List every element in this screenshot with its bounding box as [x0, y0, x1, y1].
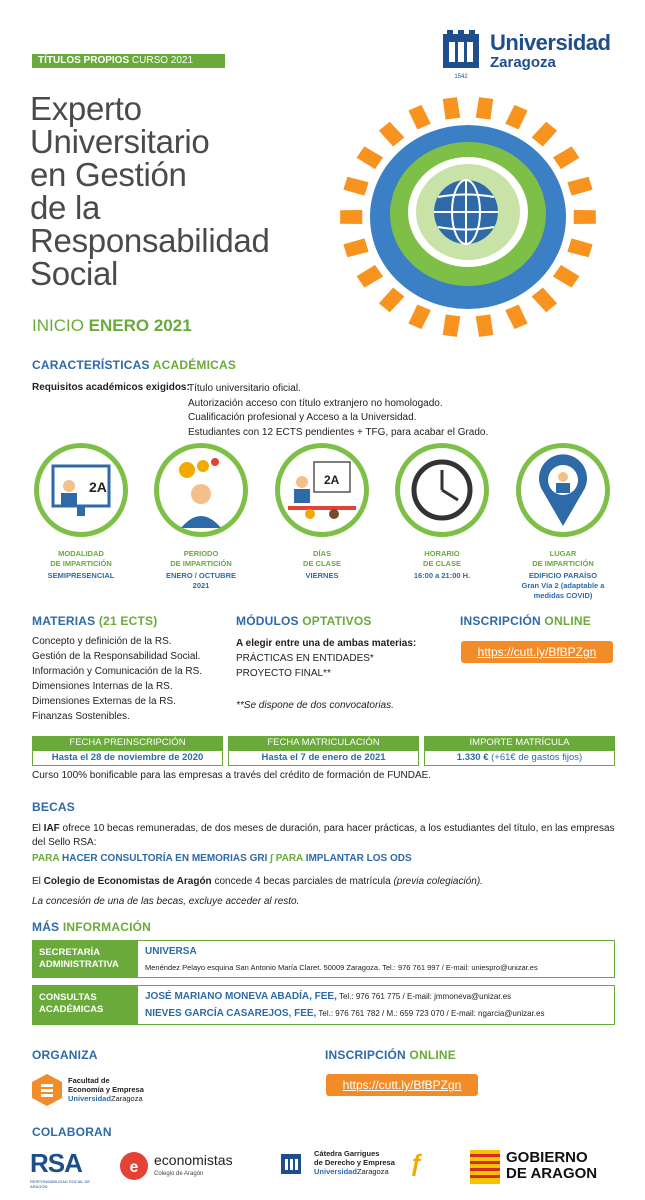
- garrigues-mark-icon: ƒ: [410, 1150, 424, 1177]
- requirement-item: Título universitario oficial.: [188, 383, 301, 394]
- page-title: [30, 92, 330, 290]
- university-logo: [441, 28, 621, 80]
- feature-value: ENERO / OCTUBRE 2021: [165, 571, 236, 590]
- periodo-circle: [154, 443, 248, 537]
- svg-text:1542: 1542: [454, 74, 468, 80]
- fee-preinscripcion: FECHA PREINSCRIPCIÓN Hasta el 28 de noviembre de 2020: [32, 736, 223, 766]
- sun-ray: [476, 314, 494, 336]
- registration-link-2[interactable]: https://cutt.ly/BfBPZgn: [326, 1074, 478, 1096]
- requirements-list: [188, 382, 488, 440]
- section-title-materias: MATERIAS (21 ECTS): [32, 614, 158, 628]
- materia-item: Finanzas Sostenibles.: [32, 711, 130, 722]
- sun-ray: [343, 238, 368, 257]
- title-line: Responsabilidad: [30, 222, 270, 259]
- modulo-item: PROYECTO FINAL**: [236, 668, 331, 679]
- section-title-mas-info: MÁS INFORMACIÓN: [32, 920, 152, 934]
- fee-importe: IMPORTE MATRÍCULA 1.330 € (+61€ de gastos fijos): [424, 736, 615, 766]
- sun-ray: [357, 146, 383, 169]
- sun-ray: [357, 265, 383, 288]
- materia-item: Gestión de la Responsabilidad Social.: [32, 651, 201, 662]
- catedra-logo: Cátedra Garrigues de Derecho y Empresa UniversidadZaragoza ƒ: [280, 1148, 460, 1188]
- registration-link[interactable]: https://cutt.ly/BfBPZgn: [461, 641, 613, 663]
- section-title-organiza: ORGANIZA: [32, 1048, 98, 1062]
- feature-label: PERIODO DE IMPARTICIÓN: [170, 549, 232, 568]
- section-title-colaboran: COLABORAN: [32, 1125, 112, 1139]
- faculty-logo: Facultad de Economía y Empresa UniversidadZaragoza: [32, 1072, 192, 1112]
- feature-value: VIERNES: [305, 571, 339, 580]
- sun-ray: [476, 97, 494, 119]
- university-city: Zaragoza: [490, 54, 556, 71]
- location-pin-icon: [521, 448, 605, 532]
- feature-value: 16:00 a 21:00 H.: [413, 571, 471, 580]
- sun-ray: [574, 210, 596, 224]
- becas-paragraph1: El IAF ofrece 10 becas remuneradas, de dos meses de duración, para hacer prácticas, a los estudiantes del título, en las empresas del Sello RSA:: [32, 823, 615, 848]
- title-line: Experto: [30, 90, 142, 127]
- rsa-logo: RSA RESPONSABILIDAD SOCIAL DE ARAGÓN: [30, 1148, 91, 1189]
- section-title-modulos: MÓDULOS OPTATIVOS: [236, 614, 372, 628]
- fee-matriculacion: FECHA MATRICULACIÓN Hasta el 7 de enero de 2021: [228, 736, 419, 766]
- sun-ray: [408, 305, 430, 330]
- horario-circle: [395, 443, 489, 537]
- title-line: Universitario: [30, 123, 210, 160]
- modulos-list: A elegir entre una de ambas materias: PRÁCTICAS EN ENTIDADES* PROYECTO FINAL**: [236, 638, 417, 679]
- gobierno-aragon-logo: GOBIERNO DE ARAGON: [470, 1150, 620, 1186]
- svg-text:2A: 2A: [89, 479, 107, 495]
- feature-label: HORARIO DE CLASE: [423, 549, 461, 568]
- secretaria-name: UNIVERSA: [145, 946, 197, 957]
- aragon-flag-icon: [470, 1150, 500, 1184]
- sun-ray: [443, 97, 461, 119]
- lugar-circle: [516, 443, 610, 537]
- gears-person-icon: [159, 448, 243, 532]
- requirements-label: Requisitos académicos exigidos:: [32, 382, 190, 393]
- sun-ray: [408, 105, 430, 130]
- sun-ray: [567, 238, 592, 257]
- materias-list: [32, 634, 202, 724]
- fundae-note: Curso 100% bonificable para las empresas a través del crédito de formación de FUNDAE.: [32, 770, 432, 781]
- clock-icon: [400, 448, 484, 532]
- feature-value: SEMIPRESENCIAL: [47, 571, 115, 580]
- dias-circle: [275, 443, 369, 537]
- sun-ray: [532, 122, 557, 147]
- contact-1: JOSÉ MARIANO MONEVA ABADÍA, FEE, Tel.: 976 761 775 / E-mail: jmmoneva@unizar.es: [145, 991, 512, 1002]
- sun-ray: [343, 177, 368, 196]
- sun-ray: [379, 288, 404, 313]
- feature-label: DÍAS DE CLASE: [303, 549, 341, 568]
- sun-ray: [567, 177, 592, 196]
- sun-ray: [553, 265, 579, 288]
- contact-2: NIEVES GARCÍA CASAREJOS, FEE, Tel.: 976 761 782 / M.: 659 723 070 / E-mail: ngarcia@unizar.es: [145, 1008, 545, 1019]
- svg-text:e: e: [129, 1159, 139, 1176]
- becas-paragraph2: El Colegio de Economistas de Aragón concede 4 becas parciales de matrícula (previa colegiación).: [32, 876, 483, 887]
- course-tag-year: CURSO 2021: [129, 55, 194, 66]
- university-shield-small-icon: [280, 1150, 302, 1180]
- modalidad-circle: [34, 443, 128, 537]
- secretaria-detail: Menéndez Pelayo esquina San Antonio María Claret. 50009 Zaragoza. Tel.: 976 761 997 / E-mail: uniespro@unizar.es: [145, 963, 538, 972]
- materia-item: Información y Comunicación de la RS.: [32, 666, 203, 677]
- sun-ray: [340, 210, 362, 224]
- materia-item: Concepto y definición de la RS.: [32, 636, 172, 647]
- start-date: INICIO ENERO 2021: [32, 316, 192, 335]
- modulos-note: **Se dispone de dos convocatorias.: [236, 700, 394, 711]
- economistas-logo: e economistas Colegio de Aragón: [120, 1150, 260, 1186]
- title-line: en Gestión: [30, 156, 187, 193]
- faculty-logo-icon: [32, 1074, 62, 1106]
- sun-ray: [553, 146, 579, 169]
- section-title-inscripcion-2: INSCRIPCIÓN ONLINE: [325, 1048, 456, 1062]
- requirement-item: Cualificación profesional y Acceso a la Universidad.: [188, 412, 417, 423]
- sun-ray: [379, 122, 404, 147]
- section-title-becas: BECAS: [32, 800, 76, 814]
- course-tag: [32, 54, 225, 68]
- online-class-icon: [39, 448, 123, 532]
- feature-label: MODALIDAD DE IMPARTICIÓN: [50, 549, 112, 568]
- classroom-icon: [280, 448, 364, 532]
- sun-ray: [443, 314, 461, 336]
- svg-text:2A: 2A: [324, 473, 340, 487]
- requirement-item: Estudiantes con 12 ECTS pendientes + TFG, para acabar el Grado.: [188, 426, 489, 438]
- requirement-item: Autorización acceso con título extranjero no homologado.: [188, 397, 443, 409]
- feature-value: EDIFICIO PARAÍSO Gran Vía 2 (adaptable a medidas COVID): [521, 571, 605, 600]
- secretaria-box: SECRETARÍA ADMINISTRATIVA UNIVERSA Menéndez Pelayo esquina San Antonio María Claret. 50009 Zaragoza. Tel.: 976 761 997 / E-mail: uniespro@unizar.es: [32, 940, 615, 978]
- course-tag-bold: TÍTULOS PROPIOS: [38, 55, 130, 66]
- materia-item: Dimensiones Internas de la RS.: [32, 681, 173, 692]
- sun-ray: [532, 288, 557, 313]
- consultas-box: CONSULTAS ACADÉMICAS JOSÉ MARIANO MONEVA ABADÍA, FEE, Tel.: 976 761 775 / E-mail: jmmoneva@unizar.es NIEVES GARCÍA CASAREJOS, FEE, Tel.: 976 761 782 / M.: 659 723 070 / E-mail: ngarcia@unizar.es: [32, 985, 615, 1025]
- sun-ray: [505, 305, 527, 330]
- globe-sun-illustration: [320, 92, 620, 347]
- title-line: de la: [30, 189, 101, 226]
- section-title-inscripcion: INSCRIPCIÓN ONLINE: [460, 614, 591, 628]
- feature-label: LUGAR DE IMPARTICIÓN: [532, 549, 594, 568]
- title-line: Social: [30, 255, 119, 292]
- modulo-item: PRÁCTICAS EN ENTIDADES*: [236, 653, 374, 664]
- section-title-caracteristicas: CARACTERÍSTICAS ACADÉMICAS: [32, 358, 237, 372]
- university-shield-icon: [441, 28, 481, 80]
- economistas-icon: [120, 1152, 148, 1180]
- becas-lines: PARA HACER CONSULTORÍA EN MEMORIAS GRI ∫ PARA IMPLANTAR LOS ODS: [32, 853, 412, 864]
- becas-note: La concesión de una de las becas, excluye acceder al resto.: [32, 896, 300, 907]
- university-name: Universidad: [490, 30, 611, 55]
- globe-icon: [434, 180, 498, 244]
- materia-item: Dimensiones Externas de la RS.: [32, 696, 176, 707]
- sun-ray: [505, 105, 527, 130]
